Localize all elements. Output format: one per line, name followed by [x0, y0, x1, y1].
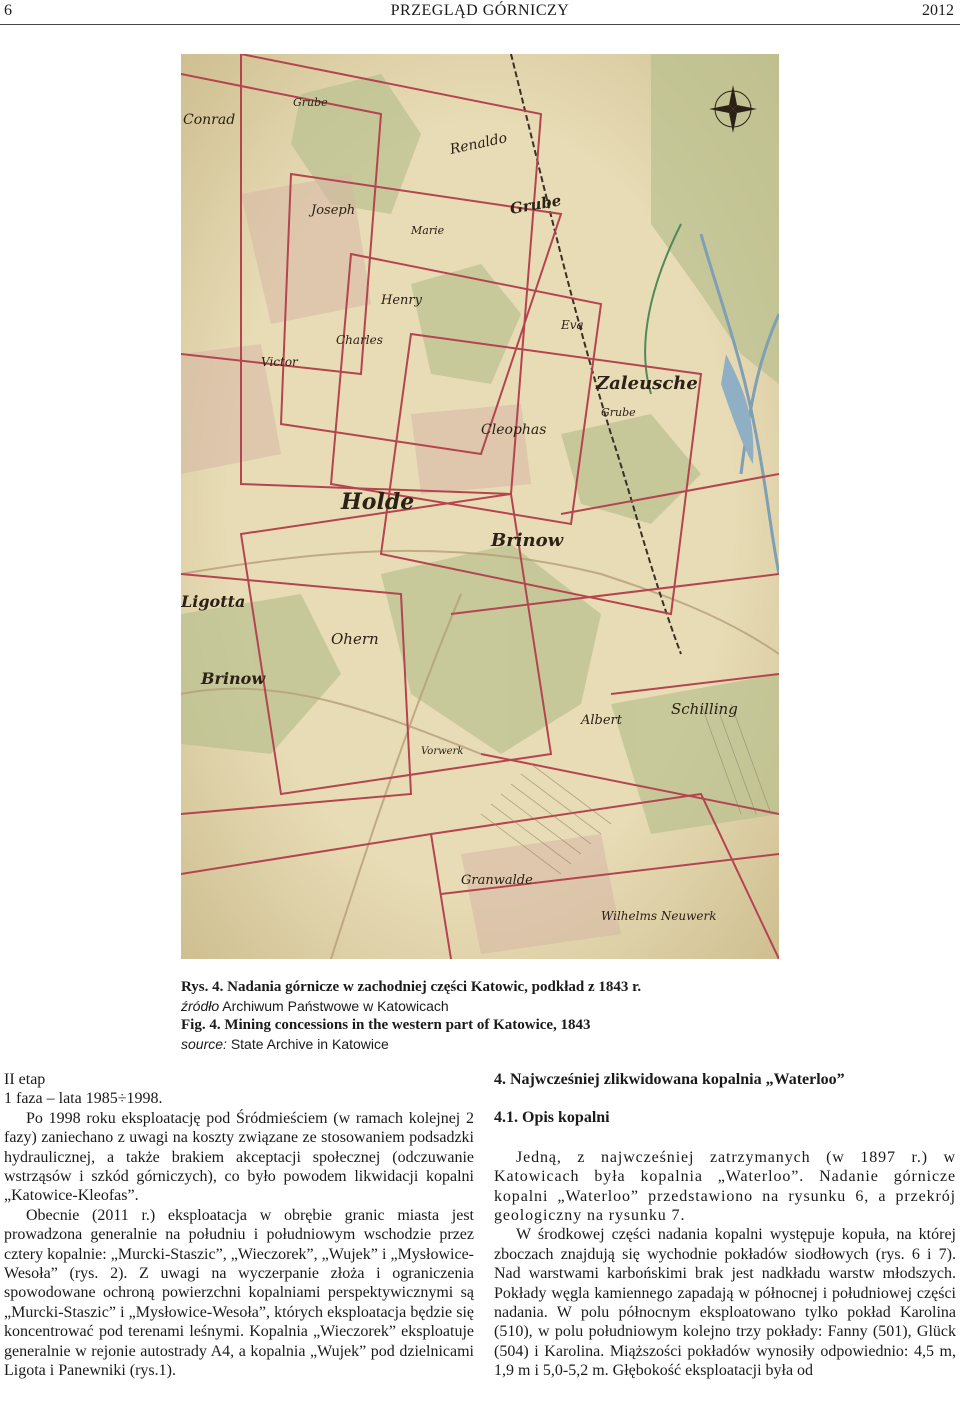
label-holde: Holde — [341, 489, 415, 515]
label-cleophas: Cleophas — [481, 422, 547, 438]
label-marie: Marie — [411, 224, 445, 237]
label-zaleusche: Zaleusche — [596, 373, 698, 394]
caption-source-pl-label: źródło — [181, 998, 220, 1014]
label-henry: Henry — [381, 293, 422, 308]
caption-source-en — [181, 1035, 781, 1054]
label-brinow-2: Brinow — [201, 669, 266, 688]
label-conrad: Conrad — [183, 112, 236, 128]
section-heading-4-1: 4.1. Opis kopalni — [494, 1109, 610, 1127]
label-ligotta: Ligotta — [181, 592, 246, 611]
label-renaldo: Renaldo — [448, 130, 509, 158]
label-vorwerk: Vorwerk — [421, 746, 464, 757]
left-paragraph-1: Po 1998 roku eksploatację pod Śródmieściem (w ramach kolejnej 2 fazy) zaniechano z uwagi na koszty związane ze stosowaniem podsadzki hydraulicznej, a także brakiem akceptacji społecznej (odczuwanie wstrząsów i szkód górniczych), co było powodem likwidacji kopalni „Katowice-Kleofas”. — [4, 1109, 474, 1205]
right-paragraph-2: W środkowej części nadania kopalni występuje kopuła, na której zboczach znajdują się wychodnie pokładów siodłowych (rys. 6 i 7). Nad warstwami karbońskimi brak jest nadkładu warstw młodszych. Pokłady węgla kamiennego zapadają w północnej i południowej części nadania. W polu północnym eksploatowano tylko pokład Karolina (510), w polu południowym kolejno trzy pokłady: Fanny (501), Glück (504) i Karolina. Miąższości pokładów wynosiły odpowiednio: 4,5 m, 1,9 m i 5,0-5,2 m. Głębokość eksploatacji była od — [494, 1226, 956, 1380]
caption-source-pl — [181, 997, 781, 1016]
label-grube-3: Grube — [601, 406, 636, 419]
label-charles: Charles — [336, 333, 383, 347]
label-wilhelms: Wilhelms Neuwerk — [601, 909, 717, 923]
caption-source-en-text: State Archive in Katowice — [230, 1036, 389, 1052]
historic-map-figure — [181, 54, 779, 959]
caption-source-en-label: source: — [181, 1036, 227, 1052]
caption-title-en: Fig. 4. Mining concessions in the western part of Katowice, 1843 — [181, 1017, 591, 1033]
section-heading-4: 4. Najwcześniej zlikwidowana kopalnia „Waterloo” — [494, 1071, 845, 1088]
journal-title: PRZEGLĄD GÓRNICZY — [390, 2, 570, 19]
label-eva: Eva — [561, 318, 584, 332]
label-schilling: Schilling — [671, 700, 738, 718]
page-number: 6 — [4, 2, 12, 19]
header-rule — [0, 24, 960, 25]
label-albert: Albert — [581, 713, 622, 728]
left-column — [4, 1070, 474, 1381]
year: 2012 — [922, 2, 954, 19]
label-grube-2: Grube — [508, 191, 563, 218]
label-victor: Victor — [261, 355, 298, 369]
stage-heading: II etap — [4, 1071, 46, 1088]
label-grube-1: Grube — [293, 96, 328, 109]
map-drawing — [181, 54, 779, 959]
phase-line: 1 faza – lata 1985÷1998. — [4, 1090, 163, 1108]
caption-title-pl: Rys. 4. Nadania górnicze w zachodniej części Katowic, podkład z 1843 r. — [181, 979, 642, 995]
caption-source-pl-text: Archiwum Państwowe w Katowicach — [222, 998, 449, 1014]
label-joseph: Joseph — [311, 203, 356, 218]
label-granwalde: Granwalde — [461, 873, 533, 888]
figure-caption — [181, 978, 781, 1054]
right-paragraph-1: Jedną, z najwcześniej zatrzymanych (w 1897 r.) w Katowicach była kopalnia „Waterloo”. Nadanie górnicze kopalni „Waterloo” przedstawiono na rysunku 6, a przekrój geologiczny na rysunku 7. — [494, 1148, 956, 1225]
right-column — [494, 1070, 956, 1381]
left-paragraph-2: Obecnie (2011 r.) eksploatacja w obrębie granic miasta jest prowadzona generalnie na południu i południowym wschodzie przez cztery kopalnie: „Murcki-Staszic”, „Wieczorek”, „Wujek” i „Mysłowice-Wesoła” (rys. 2). Z uwagi na wyczerpanie złoża i ograniczenia spowodowane ochroną powierzchni kopalniami perspektywicznymi są „Murcki-Staszic” i „Mysłowice-Wesoła”, których eksploatacja będzie się koncentrować pod terenami leśnymi. Kopalnia „Wieczorek” eksploatuje generalnie w rejonie autostrady A4, a kopalnia „Wujek” pod dzielnicami Ligota i Panewniki (rys.1). — [4, 1206, 474, 1380]
page-header — [0, 0, 960, 26]
label-ohern: Ohern — [331, 630, 379, 648]
label-brinow: Brinow — [491, 530, 564, 551]
